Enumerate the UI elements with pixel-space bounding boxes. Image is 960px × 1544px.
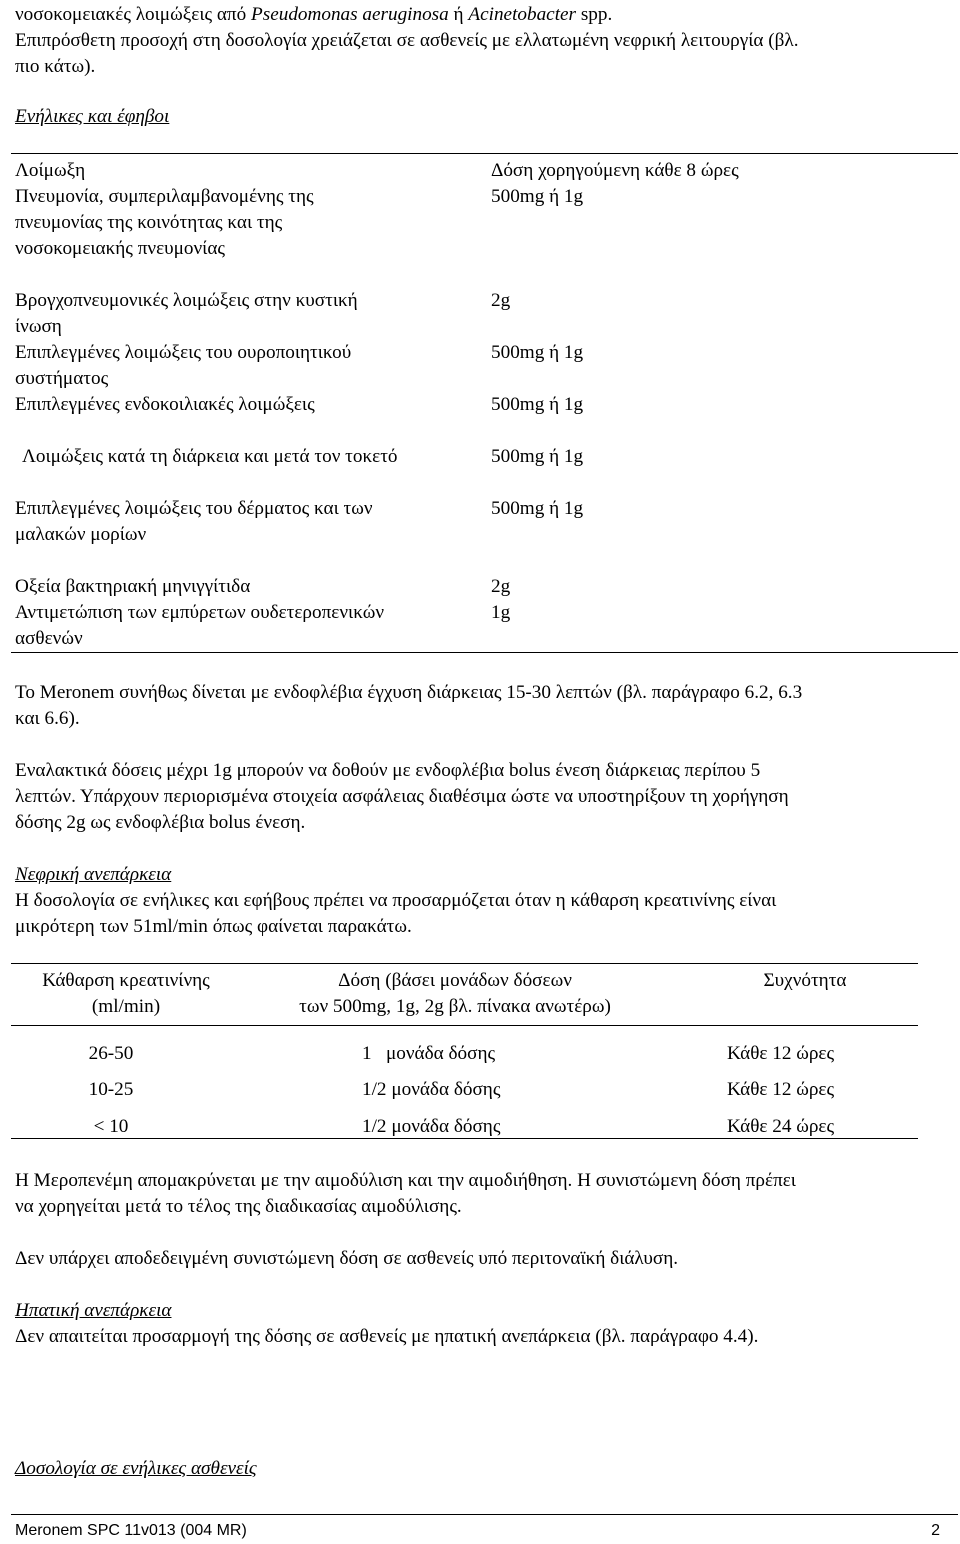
renal-table-header-clearance: Κάθαρση κρεατινίνης (42, 970, 210, 991)
renal-table-row-dose: 1 μονάδα δόσης (362, 1043, 496, 1064)
table-top-rule (11, 153, 958, 154)
paragraph-dialysis-2: να χορηγείται μετά το τέλος της διαδικασίας αιμοδύλισης. (15, 1196, 462, 1217)
table-row-infection: ασθενών (15, 628, 83, 649)
renal-table-row-dose: 1/2 μονάδα δόσης (362, 1116, 501, 1137)
table-row-infection: Βρογχοπνευμονικές λοιμώξεις στην κυστική (15, 290, 358, 311)
table-row-infection: μαλακών μορίων (15, 524, 147, 545)
renal-table-row-frequency: Κάθε 12 ώρες (727, 1043, 835, 1064)
table-row-infection: νοσοκομειακής πνευμονίας (15, 238, 225, 259)
paragraph-hepatic: Δεν απαιτείται προσαρμογή της δόσης σε ασθενείς με ηπατική ανεπάρκεια (βλ. παράγραφο 4.4). (15, 1326, 759, 1347)
table-row-infection: Οξεία βακτηριακή μηνιγγίτιδα (15, 576, 251, 597)
table-row-dose: 500mg ή 1g (491, 498, 584, 519)
intro-line-2: Επιπρόσθετη προσοχή στη δοσολογία χρειάζεται σε ασθενείς με ελλατωμένη νεφρική λειτουργία (βλ. (15, 30, 799, 51)
table-row-infection: πνευμονίας της κοινότητας και της (15, 212, 283, 233)
renal-table-header-dose-note: των 500mg, 1g, 2g βλ. πίνακα ανωτέρω) (299, 996, 611, 1017)
table-row-infection: Επιπλεγμένες ενδοκοιλιακές λοιμώξεις (15, 394, 315, 415)
section-heading-elderly: Δοσολογία σε ενήλικες ασθενείς (15, 1458, 257, 1479)
renal-table-top-rule (11, 963, 918, 964)
paragraph-peritoneal: Δεν υπάρχει αποδεδειγμένη συνιστώμενη δόση σε ασθενείς υπό περιτοναϊκή διάλυση. (15, 1248, 679, 1269)
table-bottom-rule (11, 652, 958, 653)
paragraph-renal-1: Η δοσολογία σε ενήλικες και εφήβους πρέπει να προσαρμόζεται όταν η κάθαρση κρεατινίνης είναι (15, 890, 777, 911)
intro-line-1: νοσοκομειακές λοιμώξεις από Pseudomonas aeruginosa ή Acinetobacter spp. (15, 4, 613, 25)
table-row-infection: Επιπλεγμένες λοιμώξεις του δέρματος και των (15, 498, 373, 519)
renal-table-bottom-rule (11, 1138, 918, 1139)
renal-table-row-clearance: < 10 (93, 1116, 129, 1137)
table-row-infection: Λοιμώξεις κατά τη διάρκεια και μετά τον τοκετό (22, 446, 398, 467)
renal-table-row-clearance: 26-50 (88, 1043, 134, 1064)
renal-table-row-frequency: Κάθε 24 ώρες (727, 1116, 835, 1137)
section-heading-hepatic: Ηπατική ανεπάρκεια (15, 1300, 172, 1321)
dose-table-header-infection: Λοίμωξη (15, 160, 86, 181)
footer-document-id: Meronem SPC 11v013 (004 MR) (15, 1522, 247, 1539)
footer-page-number: 2 (931, 1522, 940, 1539)
paragraph-bolus-1: Εναλακτικά δόσεις μέχρι 1g μπορούν να δοθούν με ενδοφλέβια bolus ένεση διάρκειας περίπου 5 (15, 760, 761, 781)
renal-table-row-frequency: Κάθε 12 ώρες (727, 1079, 835, 1100)
renal-table-header-clearance-unit: (ml/min) (91, 996, 161, 1017)
renal-table-header-dose: Δόση (βάσει μονάδων δόσεων (338, 970, 572, 991)
renal-table-header-frequency: Συχνότητα (763, 970, 847, 991)
paragraph-bolus-2: λεπτών. Υπάρχουν περιορισμένα στοιχεία ασφάλειας διαθέσιμα ώστε να υποστηρίξουν τη χορήγηση (15, 786, 789, 807)
paragraph-dialysis-1: Η Μεροπενέμη απομακρύνεται με την αιμοδύλιση και την αιμοδιήθηση. Η συνιστώμενη δόση πρέπει (15, 1170, 796, 1191)
renal-table-row-clearance: 10-25 (88, 1079, 134, 1100)
table-row-infection: ίνωση (15, 316, 62, 337)
table-row-dose: 500mg ή 1g (491, 342, 584, 363)
table-row-infection: Πνευμονία, συμπεριλαμβανομένης της (15, 186, 314, 207)
section-heading-renal: Νεφρική ανεπάρκεια (15, 864, 172, 885)
table-row-dose: 2g (491, 290, 511, 311)
renal-table-row-dose: 1/2 μονάδα δόσης (362, 1079, 501, 1100)
paragraph-infusion-2: και 6.6). (15, 708, 80, 729)
table-row-dose: 500mg ή 1g (491, 186, 584, 207)
table-row-dose: 500mg ή 1g (491, 394, 584, 415)
renal-table-header-rule (11, 1025, 918, 1026)
dose-table-header-dose: Δόση χορηγούμενη κάθε 8 ώρες (491, 160, 739, 181)
paragraph-infusion-1: Το Meronem συνήθως δίνεται με ενδοφλέβια έγχυση διάρκειας 15-30 λεπτών (βλ. παράγραφο 6.2, 6.3 (15, 682, 803, 703)
table-row-dose: 1g (491, 602, 511, 623)
table-row-infection: Επιπλεγμένες λοιμώξεις του ουροποιητικού (15, 342, 352, 363)
paragraph-bolus-3: δόσης 2g ως ενδοφλέβια bolus ένεση. (15, 812, 306, 833)
intro-line-3: πιο κάτω). (15, 56, 96, 77)
table-row-dose: 2g (491, 576, 511, 597)
section-heading-adults: Ενήλικες και έφηβοι (15, 106, 170, 127)
footer-rule (11, 1514, 958, 1515)
table-row-dose: 500mg ή 1g (491, 446, 584, 467)
table-row-infection: Αντιμετώπιση των εμπύρετων ουδετεροπενικών (15, 602, 384, 623)
paragraph-renal-2: μικρότερη των 51ml/min όπως φαίνεται παρακάτω. (15, 916, 412, 937)
table-row-infection: συστήματος (15, 368, 109, 389)
